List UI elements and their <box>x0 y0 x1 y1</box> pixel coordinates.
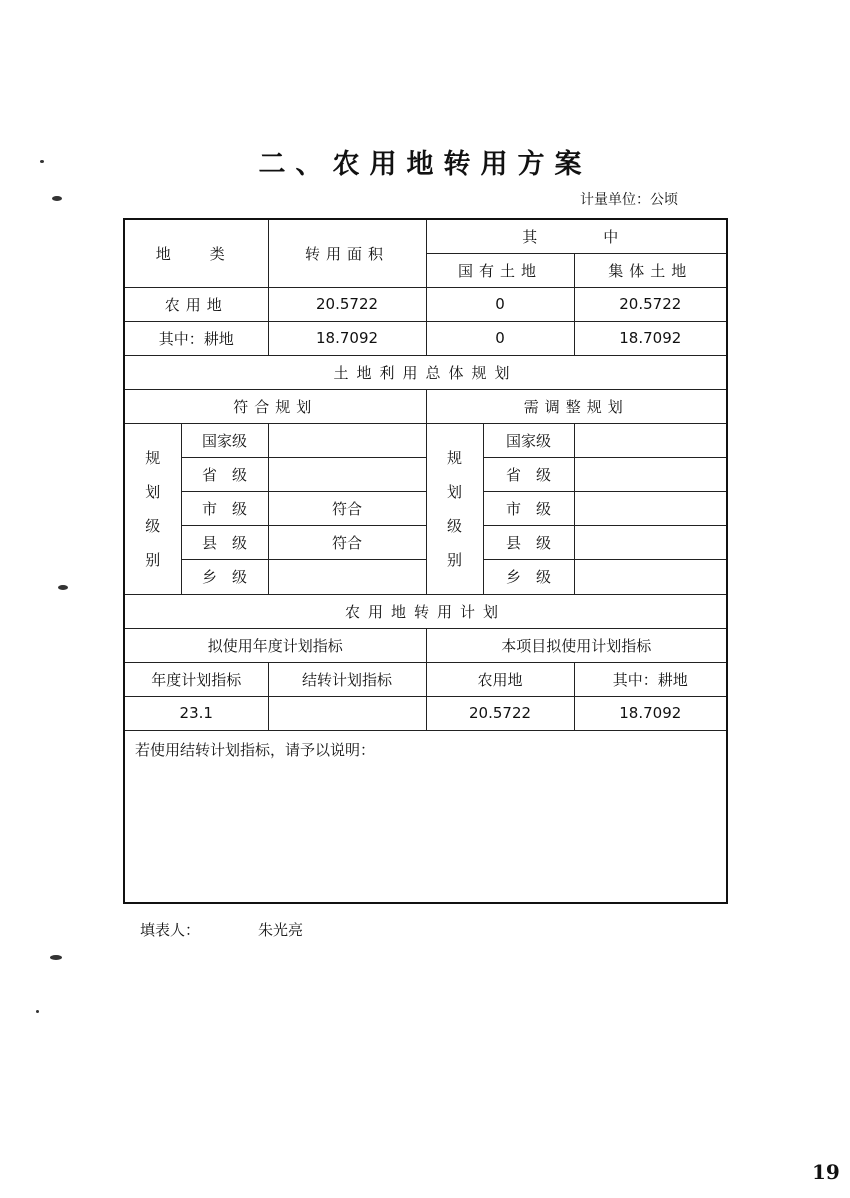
val-carryover <box>268 696 426 730</box>
row-type: 农用地 <box>124 287 268 321</box>
section-conversion-plan-title: 农用地转用计划 <box>124 594 727 628</box>
scan-speck <box>50 955 62 960</box>
level-name: 国家级 <box>483 424 574 458</box>
header-land-type: 地 类 <box>124 219 268 287</box>
conform-planning-header: 符合规划 <box>124 389 426 423</box>
unit-label: 计量单位：公顷 <box>580 192 678 208</box>
row-area: 20.5722 <box>268 287 426 321</box>
annual-group-header: 拟使用年度计划指标 <box>124 628 426 662</box>
row-collective: 18.7092 <box>574 321 727 355</box>
header-of-which: 其 中 <box>426 219 727 253</box>
row-type: 其中：耕地 <box>124 321 268 355</box>
level-label-left: 规 划 级 别 <box>124 424 181 594</box>
filler-name: 朱光亮 <box>258 921 304 939</box>
section-planning-title: 土地利用总体规划 <box>124 355 727 389</box>
level-adjust-value <box>574 560 727 594</box>
level-label-right: 规 划 级 别 <box>426 424 483 594</box>
level-name: 省 级 <box>181 458 268 492</box>
level-name: 省 级 <box>483 458 574 492</box>
col-carryover-header: 结转计划指标 <box>268 662 426 696</box>
row-collective: 20.5722 <box>574 287 727 321</box>
level-conform-value <box>268 424 426 458</box>
col-farmland-header: 农用地 <box>426 662 574 696</box>
header-collective: 集体土地 <box>574 253 727 287</box>
row-area: 18.7092 <box>268 321 426 355</box>
scan-speck <box>36 1010 39 1013</box>
page-title: 二、农用地转用方案 <box>258 149 592 180</box>
scan-speck <box>58 585 68 590</box>
level-name: 市 级 <box>483 492 574 526</box>
header-state-owned: 国有土地 <box>426 253 574 287</box>
conversion-form-table <box>123 218 728 904</box>
level-name: 县 级 <box>483 526 574 560</box>
header-area: 转用面积 <box>268 219 426 287</box>
level-name: 市 级 <box>181 492 268 526</box>
carryover-note: 若使用结转计划指标，请予以说明： <box>124 730 727 903</box>
val-farmland: 20.5722 <box>426 696 574 730</box>
row-state: 0 <box>426 287 574 321</box>
page-number: 19 <box>812 1160 840 1184</box>
col-arable-header: 其中：耕地 <box>574 662 727 696</box>
level-adjust-value <box>574 526 727 560</box>
val-annual: 23.1 <box>124 696 268 730</box>
level-conform-value <box>268 458 426 492</box>
table-row <box>124 287 727 321</box>
level-name: 乡 级 <box>483 560 574 594</box>
level-adjust-value <box>574 492 727 526</box>
level-name: 乡 级 <box>181 560 268 594</box>
table-row <box>124 321 727 355</box>
scan-speck <box>52 196 62 201</box>
col-annual-header: 年度计划指标 <box>124 662 268 696</box>
val-arable: 18.7092 <box>574 696 727 730</box>
level-conform-value <box>268 560 426 594</box>
level-conform-value: 符合 <box>268 492 426 526</box>
row-state: 0 <box>426 321 574 355</box>
adjust-planning-header: 需调整规划 <box>426 389 727 423</box>
scan-speck <box>40 160 44 163</box>
project-group-header: 本项目拟使用计划指标 <box>426 628 727 662</box>
level-adjust-value <box>574 424 727 458</box>
level-adjust-value <box>574 458 727 492</box>
level-name: 县 级 <box>181 526 268 560</box>
filler-label: 填表人： <box>140 921 201 939</box>
level-name: 国家级 <box>181 424 268 458</box>
level-conform-value: 符合 <box>268 526 426 560</box>
